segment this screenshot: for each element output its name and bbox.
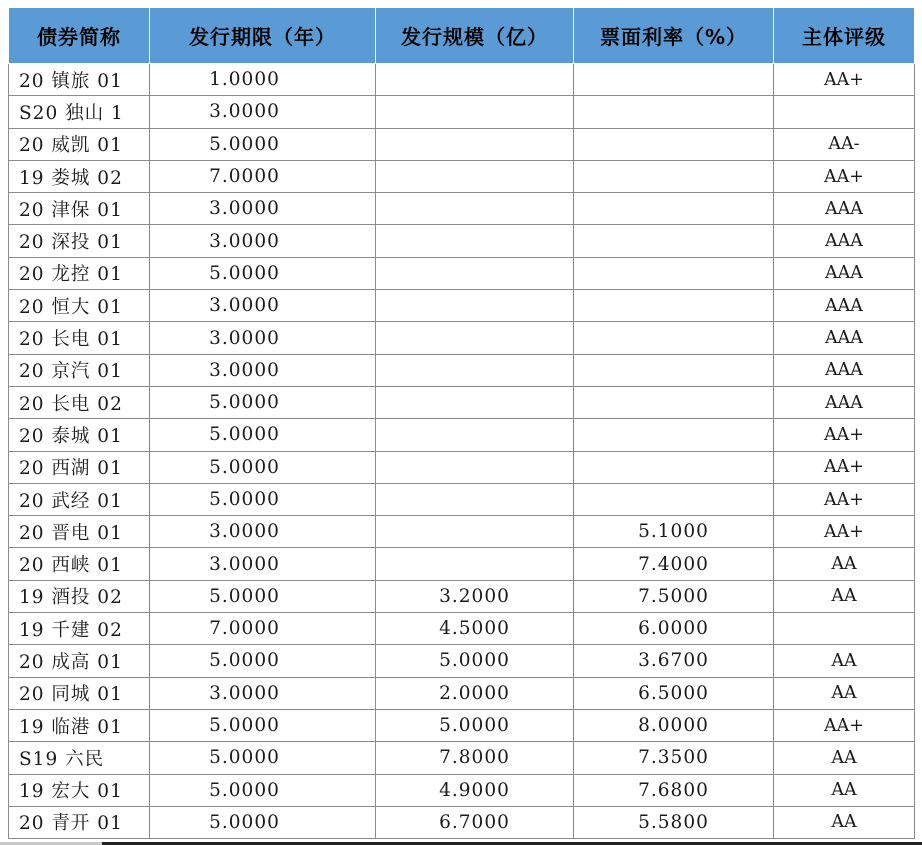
cell-coupon-rate: 7.5000 <box>574 580 774 612</box>
cell-issue-term: 5.0000 <box>150 128 376 160</box>
cell-issue-term: 3.0000 <box>150 516 376 548</box>
cell-coupon-rate: 7.6800 <box>574 774 774 806</box>
cell-issue-term: 1.0000 <box>150 64 376 96</box>
cell-bond-name: 20 长电 01 <box>9 322 150 354</box>
cell-issue-term: 5.0000 <box>150 709 376 741</box>
cell-issue-term: 3.0000 <box>150 322 376 354</box>
cell-issue-term: 5.0000 <box>150 742 376 774</box>
cell-issuer-rating: AAA <box>774 386 915 418</box>
table-row <box>9 290 915 322</box>
cell-coupon-rate: 5.1000 <box>574 516 774 548</box>
cell-issue-term: 3.0000 <box>150 548 376 580</box>
cell-issue-scale <box>376 128 574 160</box>
table-row <box>9 193 915 225</box>
cell-issue-term: 5.0000 <box>150 580 376 612</box>
table-row <box>9 709 915 741</box>
cell-issuer-rating: AA <box>774 774 915 806</box>
cell-bond-name: 19 娄城 02 <box>9 160 150 192</box>
table-row <box>9 451 915 483</box>
cell-issue-scale <box>376 160 574 192</box>
cell-issue-term: 5.0000 <box>150 386 376 418</box>
cell-coupon-rate <box>574 451 774 483</box>
cell-coupon-rate <box>574 354 774 386</box>
cell-issuer-rating: AA+ <box>774 451 915 483</box>
cell-issuer-rating: AA- <box>774 128 915 160</box>
cell-coupon-rate <box>574 160 774 192</box>
cell-issue-scale <box>376 257 574 289</box>
cell-bond-name: 20 恒大 01 <box>9 290 150 322</box>
cell-bond-name: 20 龙控 01 <box>9 257 150 289</box>
cell-issue-term: 3.0000 <box>150 193 376 225</box>
cell-issue-scale <box>376 354 574 386</box>
cell-issue-scale <box>376 516 574 548</box>
cell-issuer-rating: AA+ <box>774 419 915 451</box>
table-row <box>9 516 915 548</box>
cell-bond-name: 20 西峡 01 <box>9 548 150 580</box>
cell-bond-name: 19 宏大 01 <box>9 774 150 806</box>
cell-bond-name: 20 武经 01 <box>9 483 150 515</box>
table-row <box>9 645 915 677</box>
cell-issuer-rating: AA <box>774 580 915 612</box>
header-issuer-rating: 主体评级 <box>774 8 915 64</box>
cell-issue-term: 7.0000 <box>150 160 376 192</box>
cell-coupon-rate <box>574 386 774 418</box>
cell-coupon-rate <box>574 128 774 160</box>
cell-issue-term: 5.0000 <box>150 483 376 515</box>
cell-issue-scale <box>376 483 574 515</box>
cell-issuer-rating: AAA <box>774 354 915 386</box>
cell-issuer-rating <box>774 613 915 645</box>
header-bond-name: 债券简称 <box>9 8 150 64</box>
table-row <box>9 128 915 160</box>
table-row <box>9 257 915 289</box>
cell-coupon-rate: 6.5000 <box>574 677 774 709</box>
cell-issue-term: 5.0000 <box>150 806 376 838</box>
cell-issue-term: 3.0000 <box>150 96 376 128</box>
table-body <box>9 64 915 839</box>
cell-issue-term: 3.0000 <box>150 225 376 257</box>
cell-issuer-rating: AAA <box>774 193 915 225</box>
cell-coupon-rate: 7.4000 <box>574 548 774 580</box>
cell-bond-name: 20 成高 01 <box>9 645 150 677</box>
header-issue-term: 发行期限（年） <box>150 8 376 64</box>
cell-issuer-rating: AA <box>774 742 915 774</box>
cell-issue-scale: 6.7000 <box>376 806 574 838</box>
cell-coupon-rate: 7.3500 <box>574 742 774 774</box>
cell-coupon-rate <box>574 290 774 322</box>
cell-coupon-rate <box>574 483 774 515</box>
table-row <box>9 354 915 386</box>
cell-bond-name: 20 晋电 01 <box>9 516 150 548</box>
table-row <box>9 225 915 257</box>
cell-coupon-rate: 5.5800 <box>574 806 774 838</box>
cell-issue-term: 5.0000 <box>150 419 376 451</box>
cell-issuer-rating: AAA <box>774 290 915 322</box>
cell-coupon-rate: 6.0000 <box>574 613 774 645</box>
cell-issuer-rating: AAA <box>774 322 915 354</box>
cell-bond-name: S20 独山 1 <box>9 96 150 128</box>
cell-bond-name: 20 镇旅 01 <box>9 64 150 96</box>
cell-issuer-rating: AA <box>774 548 915 580</box>
cell-issue-scale: 5.0000 <box>376 645 574 677</box>
table-row <box>9 386 915 418</box>
table-row <box>9 96 915 128</box>
table-row <box>9 322 915 354</box>
bond-issuance-table <box>8 7 915 839</box>
cell-bond-name: 20 京汽 01 <box>9 354 150 386</box>
cell-coupon-rate: 8.0000 <box>574 709 774 741</box>
cell-issue-term: 5.0000 <box>150 257 376 289</box>
cell-coupon-rate <box>574 64 774 96</box>
cell-bond-name: 19 临港 01 <box>9 709 150 741</box>
header-issue-scale: 发行规模（亿） <box>376 8 574 64</box>
table-row <box>9 580 915 612</box>
cell-coupon-rate <box>574 193 774 225</box>
table-header-row <box>9 8 915 64</box>
cell-issue-scale <box>376 322 574 354</box>
cell-issue-scale: 5.0000 <box>376 709 574 741</box>
cell-issue-scale <box>376 225 574 257</box>
cell-issue-scale: 4.5000 <box>376 613 574 645</box>
cell-issue-term: 5.0000 <box>150 774 376 806</box>
table-row <box>9 774 915 806</box>
cell-coupon-rate <box>574 225 774 257</box>
cell-coupon-rate <box>574 257 774 289</box>
cell-bond-name: S19 六民 <box>9 742 150 774</box>
header-coupon-rate: 票面利率（%） <box>574 8 774 64</box>
cell-bond-name: 19 酒投 02 <box>9 580 150 612</box>
cell-coupon-rate: 3.6700 <box>574 645 774 677</box>
cell-issue-term: 5.0000 <box>150 451 376 483</box>
cell-issue-scale <box>376 290 574 322</box>
cell-issue-scale <box>376 386 574 418</box>
cell-issue-term: 5.0000 <box>150 645 376 677</box>
cell-coupon-rate <box>574 419 774 451</box>
table-row <box>9 806 915 838</box>
table-row <box>9 419 915 451</box>
cell-issuer-rating: AA <box>774 677 915 709</box>
table-row <box>9 160 915 192</box>
table-row <box>9 742 915 774</box>
cell-bond-name: 20 威凯 01 <box>9 128 150 160</box>
cell-issue-scale <box>376 96 574 128</box>
cell-issuer-rating <box>774 96 915 128</box>
cell-issue-scale <box>376 419 574 451</box>
cell-bond-name: 20 同城 01 <box>9 677 150 709</box>
table-row <box>9 548 915 580</box>
cell-bond-name: 20 泰城 01 <box>9 419 150 451</box>
cell-issuer-rating: AA <box>774 806 915 838</box>
cell-issuer-rating: AA+ <box>774 64 915 96</box>
table-row <box>9 613 915 645</box>
cell-issuer-rating: AA <box>774 645 915 677</box>
cell-bond-name: 20 长电 02 <box>9 386 150 418</box>
cell-issuer-rating: AA+ <box>774 160 915 192</box>
cell-coupon-rate <box>574 322 774 354</box>
cell-issue-scale: 7.8000 <box>376 742 574 774</box>
cell-bond-name: 20 西湖 01 <box>9 451 150 483</box>
cell-issue-term: 3.0000 <box>150 354 376 386</box>
cell-issue-scale: 4.9000 <box>376 774 574 806</box>
cell-bond-name: 20 深投 01 <box>9 225 150 257</box>
cell-coupon-rate <box>574 96 774 128</box>
cell-issuer-rating: AA+ <box>774 709 915 741</box>
table-row <box>9 677 915 709</box>
cell-issue-scale <box>376 64 574 96</box>
cell-bond-name: 20 津保 01 <box>9 193 150 225</box>
cell-issuer-rating: AAA <box>774 225 915 257</box>
cell-issue-scale: 2.0000 <box>376 677 574 709</box>
cell-issue-scale <box>376 548 574 580</box>
cell-issue-scale: 3.2000 <box>376 580 574 612</box>
cell-bond-name: 19 千建 02 <box>9 613 150 645</box>
cell-issue-scale <box>376 193 574 225</box>
cell-issue-term: 3.0000 <box>150 677 376 709</box>
table-row <box>9 483 915 515</box>
table-row <box>9 64 915 96</box>
cell-issue-term: 7.0000 <box>150 613 376 645</box>
cell-issuer-rating: AA+ <box>774 483 915 515</box>
cell-issue-term: 3.0000 <box>150 290 376 322</box>
cell-bond-name: 20 青开 01 <box>9 806 150 838</box>
cell-issuer-rating: AAA <box>774 257 915 289</box>
cell-issue-scale <box>376 451 574 483</box>
cell-issuer-rating: AA+ <box>774 516 915 548</box>
